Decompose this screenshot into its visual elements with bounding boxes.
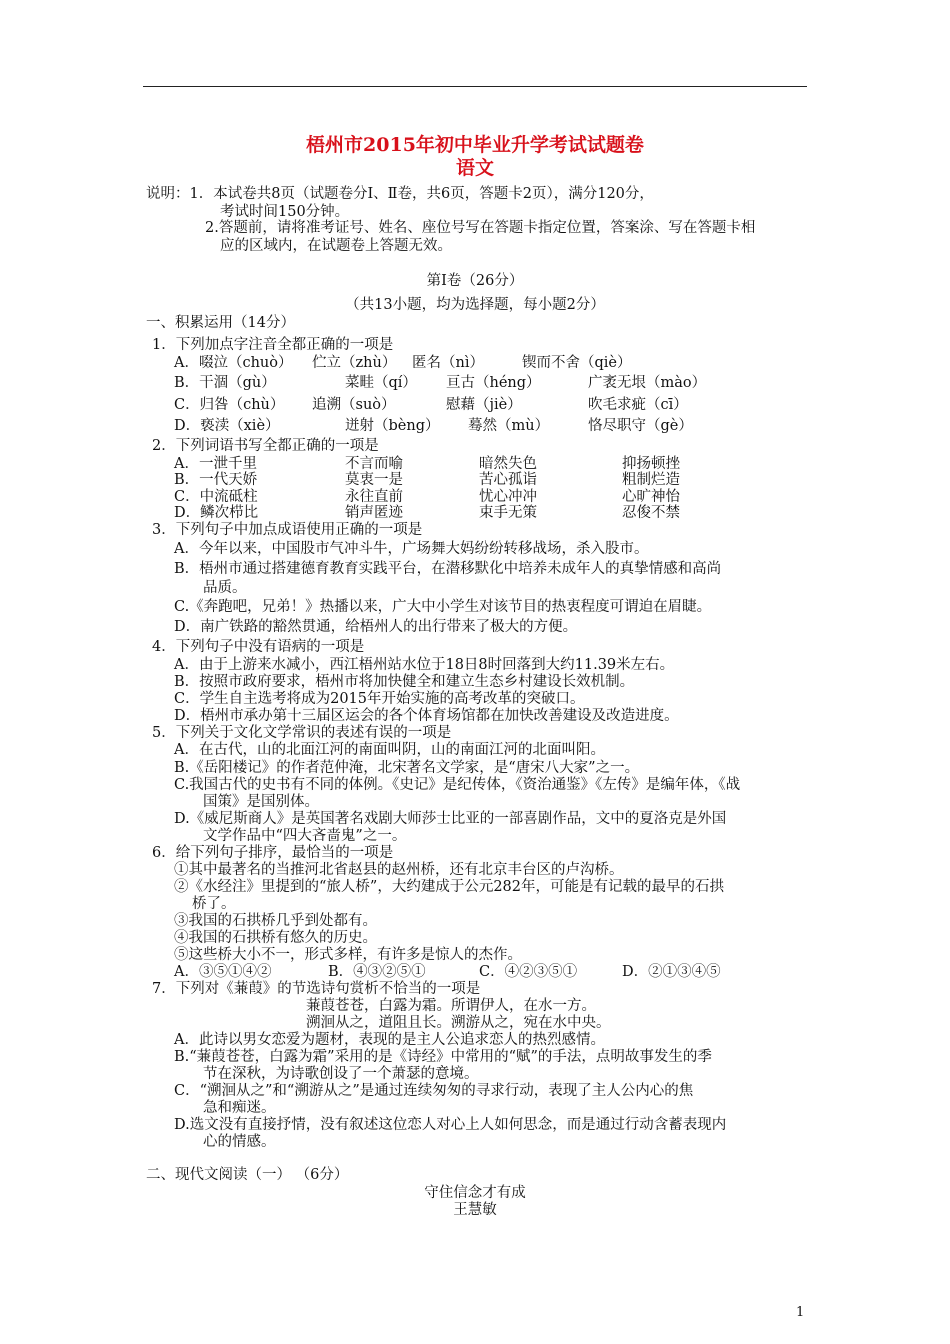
question-stem: 2．下列词语书写全都正确的一项是 [152, 438, 379, 454]
q2-option: 销声匿迹 [345, 505, 403, 521]
question-stem: 7．下列对《蒹葭》的节选诗句赏析不恰当的一项是 [152, 981, 481, 997]
q2-option: 忍俊不禁 [622, 505, 680, 521]
q1-option: 迸射（bèng） [345, 418, 440, 434]
question-stem: 5．下列关于文化文学常识的表述有误的一项是 [152, 725, 452, 741]
q1-option: 吹毛求疵（cī） [588, 397, 688, 413]
section-heading: 一、积累运用（14分） [146, 315, 295, 331]
q1-option: 蓦然（mù） [468, 418, 550, 434]
note-line-1: 说明：1．本试卷共8页（试题卷分Ⅰ、Ⅱ卷，共6页，答题卡2页），满分120分， [146, 186, 654, 202]
q4-option: C．学生自主选考将成为2015年开始实施的高考改革的突破口。 [174, 691, 585, 707]
q5-option: B.《岳阳楼记》的作者范仲淹，北宋著名文学家，是“唐宋八大家”之一。 [174, 760, 640, 776]
q5-option: 文学作品中“四大吝啬鬼”之一。 [203, 828, 407, 844]
q6-sentence: ⑤这些桥大小不一，形式多样，有许多是惊人的杰作。 [174, 947, 522, 963]
q1-option: 亘古（héng） [446, 375, 541, 391]
q3-option: 品质。 [203, 580, 247, 596]
q7-option: 节在深秋，为诗歌创设了一个萧瑟的意境。 [203, 1066, 479, 1082]
q5-option: D.《威尼斯商人》是英国著名戏剧大师莎士比亚的一部喜剧作品，文中的夏洛克是外国 [174, 811, 727, 827]
q2-option: A．一泄千里 [174, 456, 257, 472]
question-stem: 1．下列加点字注音全都正确的一项是 [152, 337, 394, 353]
q2-option: 束手无策 [479, 505, 537, 521]
note-line-2: 考试时间150分钟。 [220, 204, 350, 220]
q1-option: 锲而不舍（qiè） [522, 355, 632, 371]
question-stem: 6．给下列句子排序，最恰当的一项是 [152, 845, 394, 861]
question-stem: 3．下列句子中加点成语使用正确的一项是 [152, 522, 423, 538]
q7-option: A．此诗以男女恋爱为题材，表现的是主人公追求恋人的热烈感情。 [174, 1032, 605, 1048]
q3-option: A．今年以来，中国股市气冲斗牛，广场舞大妈纷纷转移战场，杀入股市。 [174, 541, 649, 557]
q5-option: 国策》是国别体。 [203, 794, 319, 810]
question-stem: 4．下列句子中没有语病的一项是 [152, 639, 365, 655]
q1-option: 菜畦（qí） [345, 375, 417, 391]
q6-option: C．④②③⑤① [479, 964, 578, 980]
q4-option: A．由于上游来水减小，西江梧州站水位于18日8时回落到大约11.39米左右。 [174, 657, 675, 673]
q6-option: B．④③②⑤① [328, 964, 426, 980]
q1-option: 匿名（nì） [412, 355, 484, 371]
q2-option: 忧心冲冲 [479, 489, 537, 505]
q7-option: B.“蒹葭苍苍，白露为霜”采用的是《诗经》中常用的“赋”的手法，点明故事发生的季 [174, 1049, 712, 1065]
q2-option: 暗然失色 [479, 456, 537, 472]
q6-sentence: ②《水经注》里提到的“旅人桥”，大约建成于公元282年，可能是有记载的最早的石拱 [174, 879, 724, 895]
q3-option: B．梧州市通过搭建德育教育实践平台，在潜移默化中培养未成年人的真挚情感和高尚 [174, 561, 722, 577]
q1-option: B．干涸（gù） [174, 375, 276, 391]
q2-option: D．鳞次栉比 [174, 505, 259, 521]
q4-option: B．按照市政府要求，梧州市将加快健全和建立生态乡村建设长效机制。 [174, 674, 635, 690]
q6-sentence: ④我国的石拱桥有悠久的历史。 [174, 930, 377, 946]
q2-option: C．中流砥柱 [174, 489, 258, 505]
q7-option: 急和痴迷。 [203, 1100, 276, 1116]
q1-option: C．归咎（chù） [174, 397, 285, 413]
q5-option: C.我国古代的史书有不同的体例。《史记》是纪传体，《资治通鉴》《左传》是编年体，《战 [174, 777, 741, 793]
header-rule [143, 86, 807, 87]
q6-option: D．②①③④⑤ [622, 964, 721, 980]
poem-line: 蒹葭苍苍，白露为霜。所谓伊人，在水一方。 [306, 998, 596, 1014]
q7-option: 心的情感。 [203, 1134, 276, 1150]
q7-option: D.选文没有直接抒情，没有叙述这位恋人对心上人如何思念，而是通过行动含蓄表现内 [174, 1117, 727, 1133]
q1-option: 广袤无垠（mào） [588, 375, 707, 391]
q6-sentence: ③我国的石拱桥几乎到处都有。 [174, 913, 377, 929]
note-line-4: 应的区域内，在试题卷上答题无效。 [220, 238, 452, 254]
volume-note: （共13小题，均为选择题，每小题2分） [345, 297, 605, 313]
q1-option: A．啜泣（chuò） [174, 355, 293, 371]
q1-option: 追溯（suò） [312, 397, 396, 413]
q6-sentence: 桥了。 [192, 896, 236, 912]
q1-option: 恪尽职守（gè） [588, 418, 693, 434]
q4-option: D．梧州市承办第十三届区运会的各个体育场馆都在加快改善建设及改造进度。 [174, 708, 679, 724]
q3-option: D．南广铁路的豁然贯通，给梧州人的出行带来了极大的方便。 [174, 619, 578, 635]
q2-option: B．一代天娇 [174, 472, 258, 488]
q1-option: 慰藉（jiè） [446, 397, 522, 413]
volume-title: 第Ⅰ卷（26分） [426, 273, 524, 289]
q1-option: 伫立（zhù） [312, 355, 397, 371]
exam-subtitle: 语文 [455, 157, 494, 179]
q3-option: C.《奔跑吧，兄弟！》热播以来，广大中小学生对该节目的热衷程度可谓迫在眉睫。 [174, 599, 712, 615]
article-author: 王慧敏 [453, 1202, 497, 1218]
q7-option: C．“溯洄从之”和“溯游从之”是通过连续匆匆的寻求行动，表现了主人公内心的焦 [174, 1083, 694, 1099]
article-title: 守住信念才有成 [424, 1185, 526, 1201]
note-line-3: 2.答题前，请将准考证号、姓名、座位号写在答题卡指定位置，答案涂、写在答题卡相 [205, 220, 756, 236]
q2-option: 抑扬顿挫 [622, 456, 680, 472]
q2-option: 莫衷一是 [345, 472, 403, 488]
q2-option: 不言而喻 [345, 456, 403, 472]
q5-option: A．在古代，山的北面江河的南面叫阴，山的南面江河的北面叫阳。 [174, 742, 605, 758]
q1-option: D．亵渎（xiè） [174, 418, 280, 434]
q2-option: 苦心孤诣 [479, 472, 537, 488]
section-heading: 二、现代文阅读（一） （6分） [146, 1167, 349, 1183]
q6-sentence: ①其中最著名的当推河北省赵县的赵州桥，还有北京丰台区的卢沟桥。 [174, 862, 624, 878]
page-number: 1 [796, 1305, 805, 1320]
poem-line: 溯洄从之，道阻且长。溯游从之，宛在水中央。 [306, 1015, 611, 1031]
exam-title: 梧州市2015年初中毕业升学考试试题卷 [306, 134, 644, 156]
q6-option: A．③⑤①④② [174, 964, 272, 980]
q2-option: 心旷神怡 [622, 489, 680, 505]
q2-option: 粗制烂造 [622, 472, 680, 488]
q2-option: 永往直前 [345, 489, 403, 505]
